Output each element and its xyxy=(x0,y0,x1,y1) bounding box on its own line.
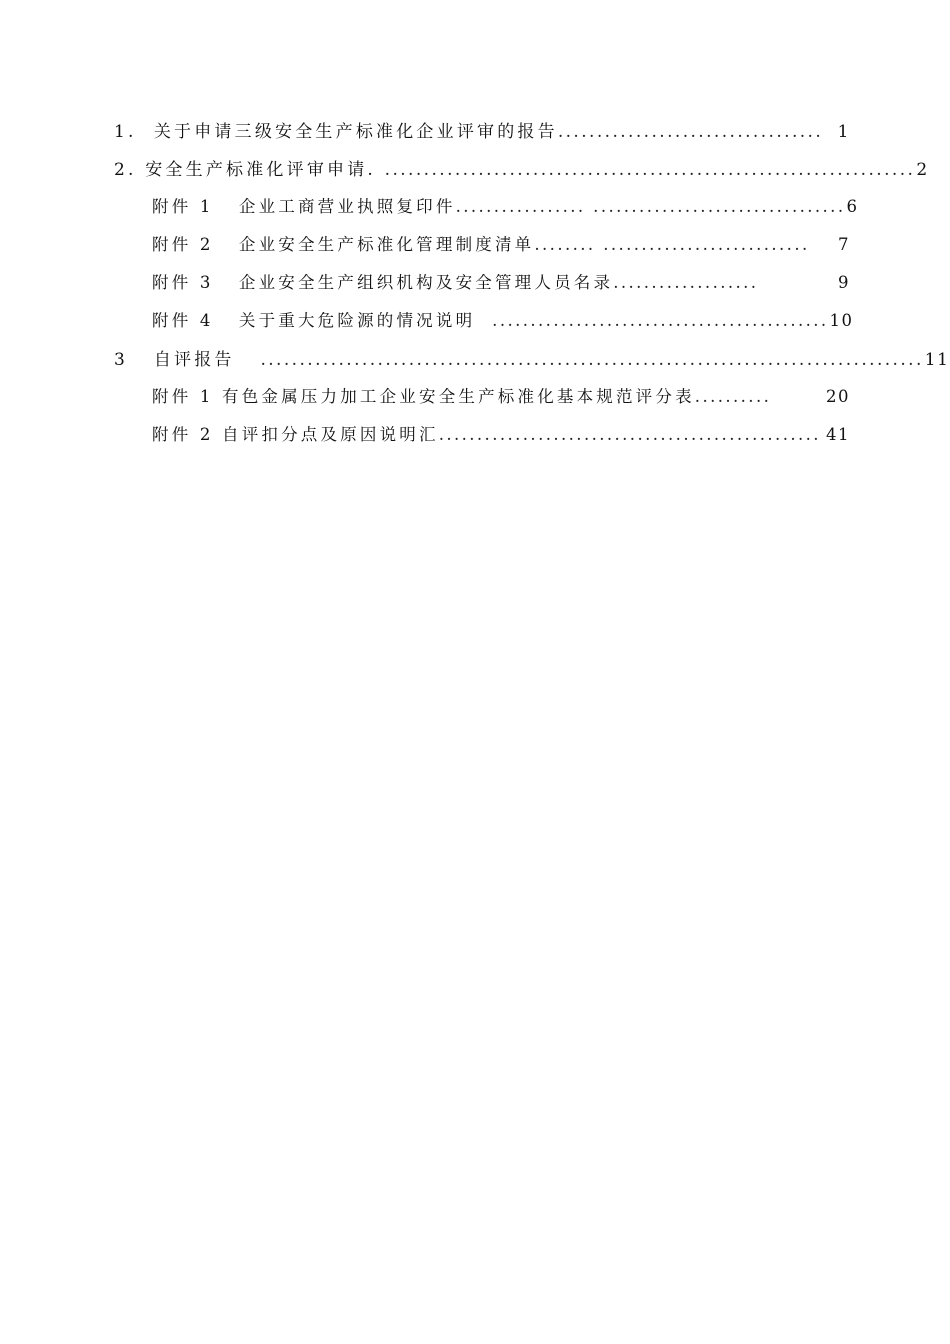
toc-dot-leader: ................. ................................. xyxy=(455,197,846,216)
toc-page-number: 20 xyxy=(826,387,850,406)
toc-page-number: 7 xyxy=(838,235,850,254)
toc-page-number: 6 xyxy=(846,197,859,216)
toc-entry-title: 附件 2 自评扣分点及原因说明汇 xyxy=(152,425,439,444)
toc-entry[interactable] xyxy=(152,193,859,217)
toc-page-number: 41 xyxy=(826,425,850,444)
toc-dot-leader: ................... xyxy=(613,273,759,292)
toc-entry[interactable] xyxy=(114,117,850,141)
toc-entry-title: 附件 3 企业安全生产组织机构及安全管理人员名录 xyxy=(152,273,614,292)
table-of-contents xyxy=(0,0,950,470)
toc-page-number: 9 xyxy=(838,273,850,292)
toc-entry-title: 附件 2 企业安全生产标准化管理制度清单 xyxy=(152,235,535,254)
toc-entry[interactable] xyxy=(152,421,850,445)
toc-dot-leader: ............................................ xyxy=(492,311,829,330)
toc-entry[interactable] xyxy=(152,231,850,255)
toc-dot-leader: .................................. xyxy=(557,122,824,142)
toc-dot-leader: ..................................................................................... xyxy=(260,350,924,370)
toc-entry-title: 附件 4 关于重大危险源的情况说明 xyxy=(152,311,493,330)
toc-dot-leader: .................................................. xyxy=(438,425,821,444)
toc-page-number: 2 xyxy=(916,160,929,180)
toc-entry-title: 2. 安全生产标准化评审申请. xyxy=(114,160,385,180)
toc-entry[interactable] xyxy=(114,155,929,180)
toc-entry-title: 附件 1 有色金属压力加工企业安全生产标准化基本规范评分表 xyxy=(152,387,695,406)
toc-dot-leader: .................................................................... xyxy=(384,160,916,180)
toc-page-number: 10 xyxy=(829,311,854,330)
toc-entry-title: 3 自评报告 xyxy=(114,350,261,370)
toc-entry[interactable] xyxy=(152,307,854,331)
toc-page-number: 11 xyxy=(924,350,950,370)
toc-entry[interactable] xyxy=(152,269,850,293)
toc-dot-leader: ........ ........................... xyxy=(534,235,810,254)
toc-entry[interactable] xyxy=(114,345,950,370)
toc-dot-leader: .......... xyxy=(694,387,772,406)
toc-page-number: 1 xyxy=(837,122,850,142)
toc-entry-title: 附件 1 企业工商营业执照复印件 xyxy=(152,197,456,216)
toc-entry[interactable] xyxy=(152,383,850,407)
toc-entry-title: 1. 关于申请三级安全生产标准化企业评审的报告 xyxy=(114,122,558,142)
